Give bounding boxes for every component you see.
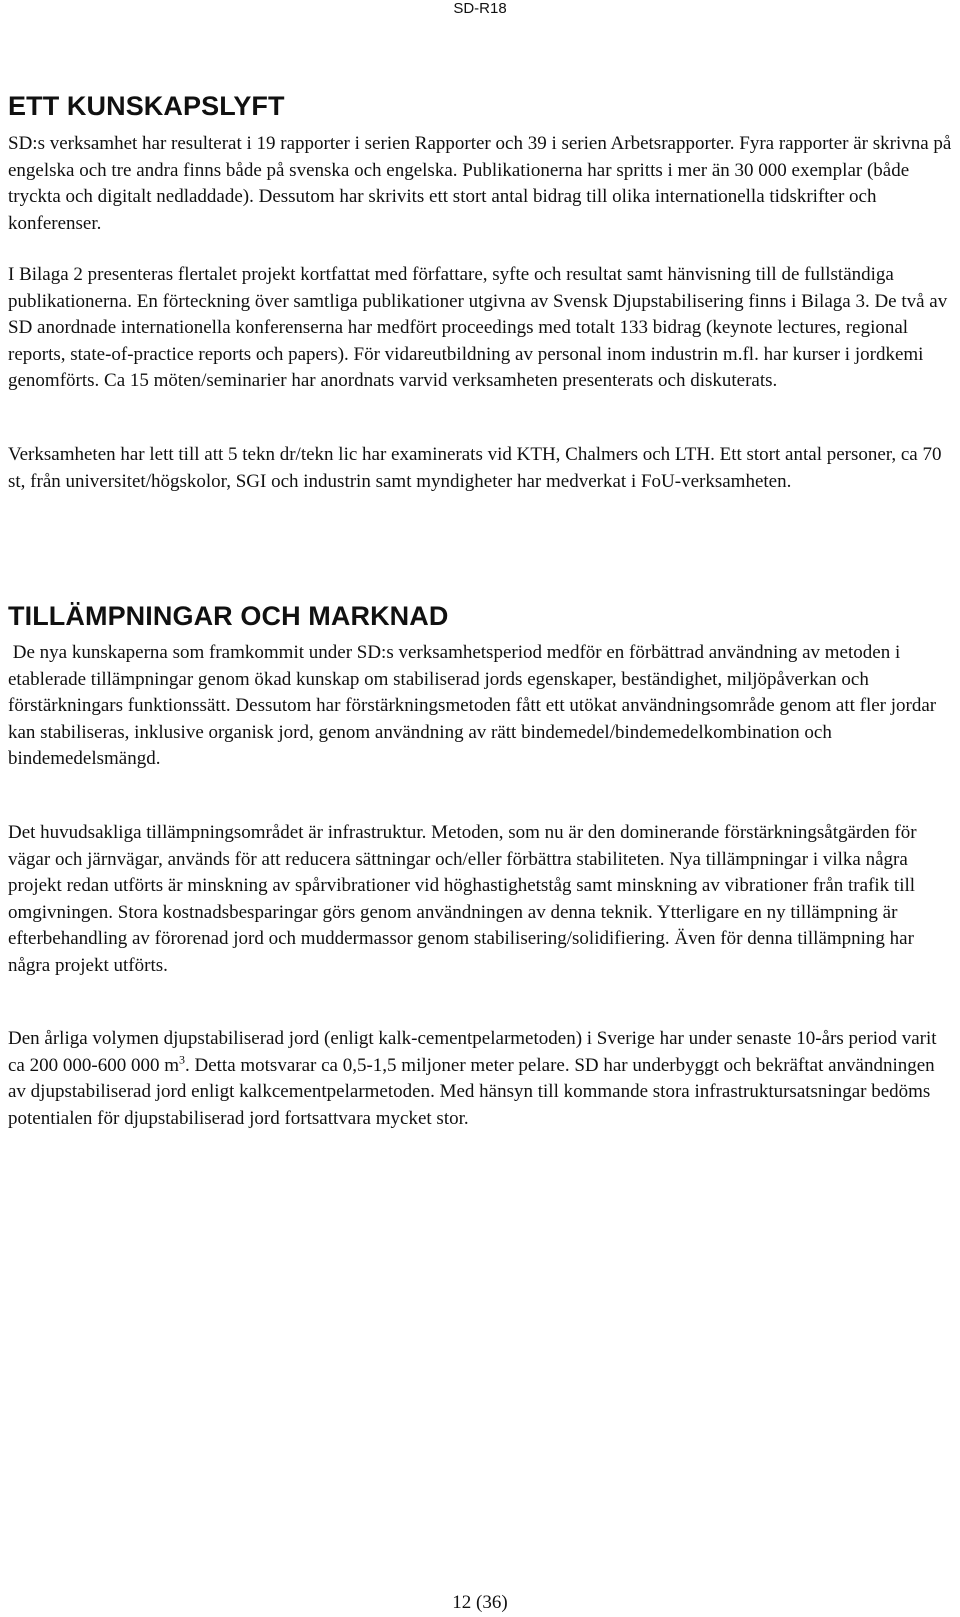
document-id: SD-R18 xyxy=(453,0,507,17)
section-heading-applications: TILLÄMPNINGAR OCH MARKNAD xyxy=(8,601,449,631)
cubic-superscript: 3 xyxy=(178,1052,185,1067)
section-heading-kunskapslyft: ETT KUNSKAPSLYFT xyxy=(8,91,285,121)
paragraph-appendix: I Bilaga 2 presenteras flertalet projekt kortfattat med författare, syfte och resultat samt hänvisning till de fullständiga publikationerna. En förteckning över samtliga publikationer utgivna av Svensk Djupstabilisering finns i Bilaga 3. De två av SD anordnade internationella konferenserna har medfört proceedings med totalt 133 bidrag (keynote lectures, regional reports, state-of-practice reports och papers). För vidareutbildning av personal inom industrin m.fl. har kurser i jordkemi genomförts. Ca 15 möten/seminarier har anordnats varvid verksamheten presenterats och diskuterats. xyxy=(8,264,948,391)
paragraph-infrastructure: Det huvudsakliga tillämpningsområdet är infrastruktur. Metoden, som nu är den dominerande förstärkningsåtgärden för vägar och järnvägar, används för att reducera sättningar och/eller förbättra stabiliteten. Nya tillämpningar i vilka några projekt redan utförts är minskning av spårvibrationer vid höghastighetståg samt minskning av vibrationer från trafik till omgivningen. Stora kostnadsbesparingar görs genom användningen av denna teknik. Ytterligare en ny tillämpning är efterbehandling av förorenad jord och muddermassor genom stabilisering/solidifiering. Även för denna tillämpning har några projekt utförts. xyxy=(8,822,917,976)
paragraph-publications: SD:s verksamhet har resulterat i 19 rapporter i serien Rapporter och 39 i serien Arbetsrapporter. Fyra rapporter är skrivna på engelska och tre andra finns både på svenska och engelska. Publikationerna har spritts i mer än 30 000 exemplar (både tryckta och digitalt nedladdade). Dessutom har skrivits ett stort antal bidrag till olika internationella tidskrifter och konferenser. xyxy=(8,133,952,234)
volume-text-end: . Detta motsvarar ca 0,5-1,5 miljoner meter pelare. SD har underbyggt och bekräftat användningen av djupstabiliserad jord enligt kalkcementpelarmetoden. Med hänsyn till kommande stora infrastruktursatsningar bedöms potentialen för djupstabiliserad jord fortsattvara mycket stor. xyxy=(8,1054,935,1129)
page-number: 12 (36) xyxy=(452,1592,508,1613)
volume-text-start: Den årliga volymen djupstabiliserad jord (enligt kalk-cementpelarmetoden) i Sverige har under senaste 10-års period varit ca 200 000-600 000 m xyxy=(8,1028,937,1076)
paragraph-new-knowledge: De nya kunskaperna som framkommit under SD:s verksamhetsperiod medför en förbättrad användning av metoden i etablerade tillämpningar genom ökad kunskap om stabiliserad jords egenskaper, beständighet, miljöpåverkan och förstärkningars funktionssätt. Dessutom har förstärkningsmetoden fått ett utökat användningsområde genom att fler jordar kan stabiliseras, inklusive organisk jord, genom användning av rätt bindemedel/bindemedelkombination och bindemedelsmängd. xyxy=(8,642,941,769)
paragraph-annual-volume xyxy=(8,1026,956,1132)
paragraph-graduates: Verksamheten har lett till att 5 tekn dr/tekn lic har examinerats vid KTH, Chalmers och LTH. Ett stort antal personer, ca 70 st, från universitet/högskolor, SGI och industrin samt myndigheter har medverkat i FoU-verksamheten. xyxy=(8,444,942,492)
